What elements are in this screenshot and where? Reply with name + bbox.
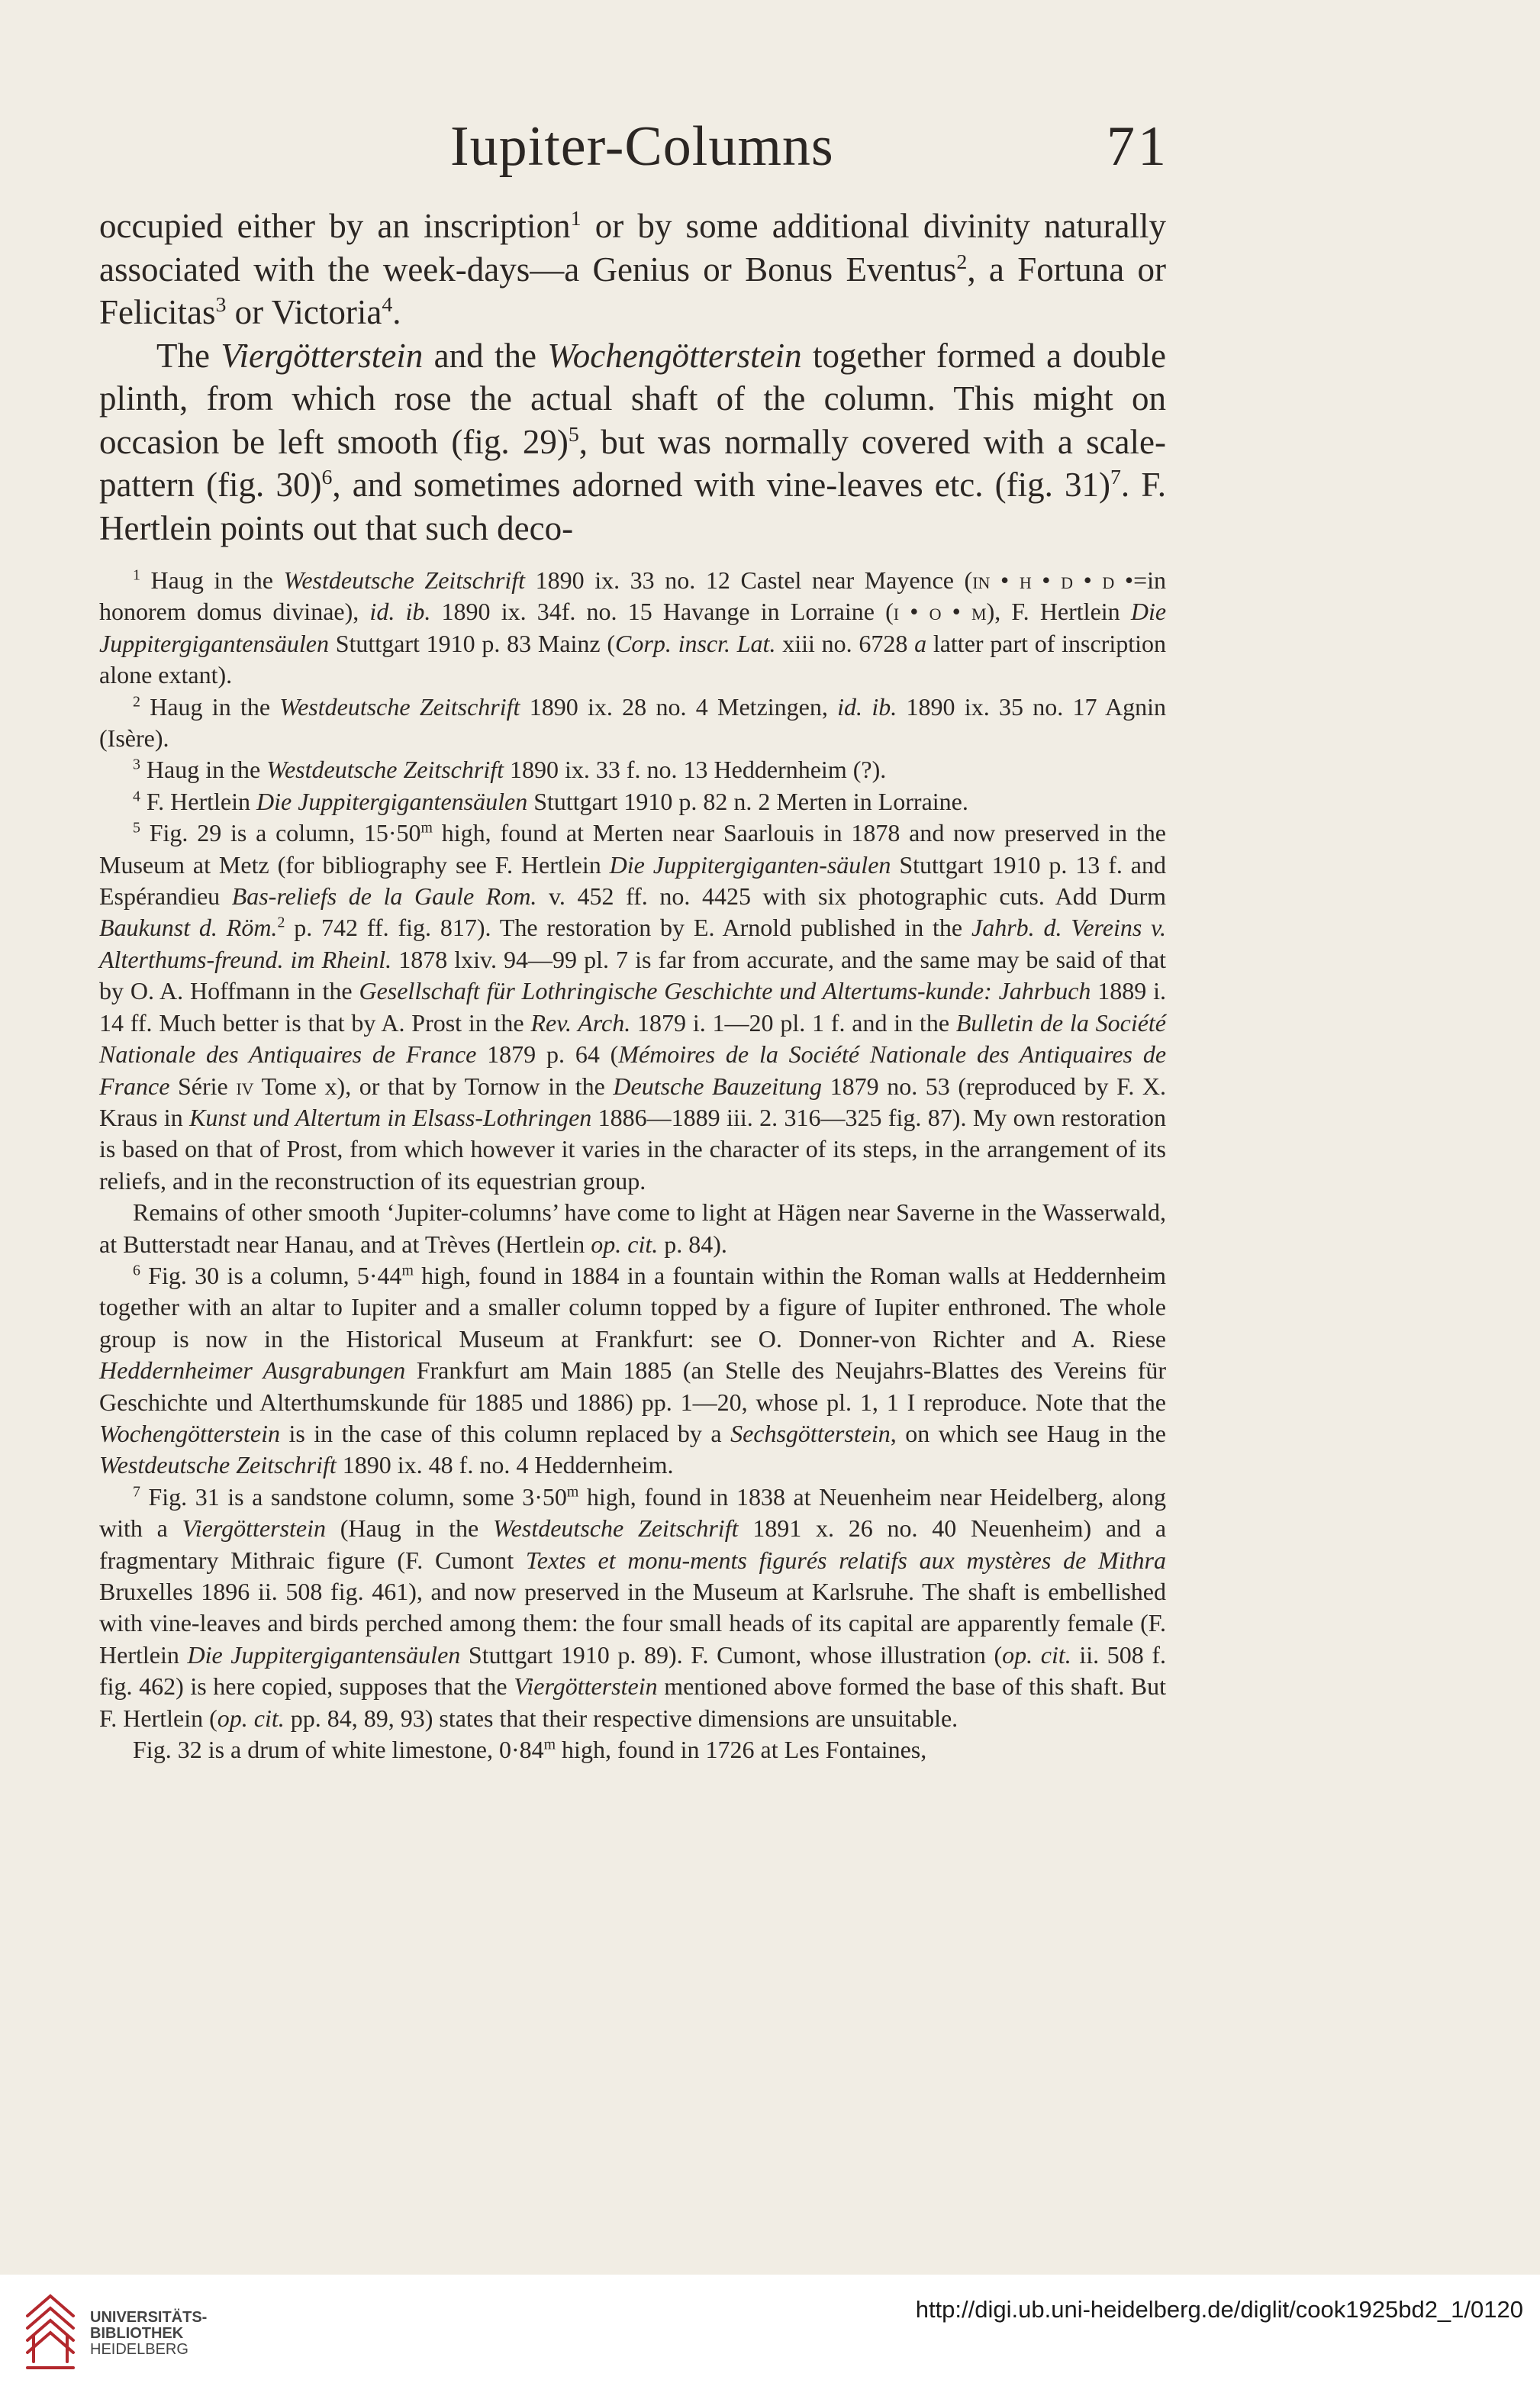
- digitization-footer: [0, 2275, 1540, 2396]
- footnote-3: $^3$ Haug in the Westdeutsche Zeitschrift 1890 ix. 33 f. no. 13 Heddernheim (?).: [133, 756, 887, 784]
- footnote-ref-6[interactable]: 6: [321, 466, 333, 489]
- paragraph-2: The Viergötterstein and the Wochengötterstein together formed a double plinth, from which rose the actual shaft of the column. This might on occasion be left smooth (fig. 29)$^5$, but was normally covered with a scale-pattern (fig. 30)$^6$, and sometimes adorned with vine-leaves etc. (fig. 31)$^7$. F. Hertlein points out that such deco-: [99, 336, 1166, 547]
- footnote-ref-5[interactable]: 5: [568, 422, 579, 447]
- footnote-6: $^6$ Fig. 30 is a column, $5\cdot 44^m$ high, found in 1884 in a fountain within the Roman walls at Heddernheim together with an altar to Iupiter and a smaller column topped by a figure of Iupiter enthroned. The whole group is now in the Historical Museum at Frankfurt: see O. Donner-von Richter and A. Riese Heddernheimer Ausgrabungen Frankfurt am Main 1885 (an Stelle des Neujahrs-Blattes des Vereins für Geschichte und Alterthumskunde für 1885 und 1886) pp. 1—20, whose pl. 1, 1 I reproduce. Note that the Wochengötterstein is in the case of this column replaced by a Sechsgötterstein, on which see Haug in the Westdeutsche Zeitschrift 1890 ix. 48 f. no. 4 Heddernheim.: [99, 1261, 1167, 1479]
- source-url-link[interactable]: http://digi.ub.uni-heidelberg.de/diglit/cook1925bd2_1/0120: [915, 2296, 1523, 2323]
- footnotes: [99, 565, 1166, 1766]
- main-text: [99, 205, 1166, 550]
- footnote-ref-4[interactable]: 4: [382, 293, 393, 317]
- running-title: Iupiter-Columns: [450, 115, 834, 178]
- footnote-7-continued: Fig. 32 is a drum of white limestone, $0\cdot 84^m$ high, found in 1726 at Les Fontaines,: [133, 1736, 927, 1764]
- footnote-5: $^5$ Fig. 29 is a column, $15\cdot 50^m$ high, found at Merten near Saarlouis in 1878 and now preserved in the Museum at Metz (for bibliography see F. Hertlein Die Juppitergiganten-säulen Stuttgart 1910 p. 13 f. and Espérandieu Bas-reliefs de la Gaule Rom. v. 452 ff. no. 4425 with six photographic cuts. Add Durm Baukunst d. Röm.$^2$ p. 742 ff. fig. 817). The restoration by E. Arnold published in the Jahrb. d. Vereins v. Alterthums-freund. im Rheinl. 1878 lxiv. 94—99 pl. 7 is far from accurate, and the same may be said of that by O. A. Hoffmann in the Gesellschaft für Lothringische Geschichte und Altertums-kunde: Jahrbuch 1889 i. 14 ff. Much better is that by A. Prost in the Rev. Arch. 1879 i. 1—20 pl. 1 f. and in the Bulletin de la Société Nationale des Antiquaires de France 1879 p. 64 (Mémoires de la Société Nationale des Antiquaires de France Série iv Tome x), or that by Tornow in the Deutsche Bauzeitung 1879 no. 53 (reproduced by F. X. Kraus in Kunst und Altertum in Elsass-Lothringen 1886—1889 iii. 2. 316—325 fig. 87). My own restoration is based on that of Prost, from which however it varies in the character of its steps, in the arrangement of its reliefs, and in the reconstruction of its equestrian group.: [99, 819, 1167, 1195]
- library-name: UNIVERSITÄTS- BIBLIOTHEK HEIDELBERG: [90, 2309, 208, 2358]
- footnote-7: $^7$ Fig. 31 is a sandstone column, some $3\cdot 50^m$ high, found in 1838 at Neuenheim near Heidelberg, along with a Viergötterstein (Haug in the Westdeutsche Zeitschrift 1891 x. 26 no. 40 Neuenheim) and a fragmentary Mithraic figure (F. Cumont Textes et monu-ments figurés relatifs aux mystères de Mithra Bruxelles 1896 ii. 508 fig. 461), and now preserved in the Museum at Karlsruhe. The shaft is embellished with vine-leaves and birds perched among them: the four small heads of its capital are apparently female (F. Hertlein Die Juppitergigantensäulen Stuttgart 1910 p. 89). F. Cumont, whose illustration (op. cit. ii. 508 f. fig. 462) is here copied, supposes that the Viergötterstein mentioned above formed the base of this shaft. But F. Hertlein (op. cit. pp. 84, 89, 93) states that their respective dimensions are unsuitable.: [99, 1482, 1167, 1732]
- paragraph-1: occupied either by an inscription$^1$ or by some additional divinity naturally associated with the week-days—a Genius or Bonus Eventus$^2$, a Fortuna or Felicitas$^3$ or Victoria$^4$.: [99, 207, 1166, 331]
- footnote-4: $^4$ F. Hertlein Die Juppitergigantensäulen Stuttgart 1910 p. 82 n. 2 Merten in Lorraine.: [133, 787, 968, 815]
- footnote-2: $^2$ Haug in the Westdeutsche Zeitschrift 1890 ix. 28 no. 4 Metzingen, id. ib. 1890 ix. 35 no. 17 Agnin (Isère).: [99, 692, 1167, 753]
- footnote-1: $^1$ Haug in the Westdeutsche Zeitschrift 1890 ix. 33 no. 12 Castel near Mayence (in • h • d • d •=in honorem domus divinae), id. ib. 1890 ix. 34f. no. 15 Havange in Lorraine (i • o • m), F. Hertlein Die Juppitergigantensäulen Stuttgart 1910 p. 83 Mainz (Corp. inscr. Lat. xiii no. 6728 a latter part of inscription alone extant).: [99, 566, 1167, 689]
- heidelberg-library-logo-icon: [20, 2285, 89, 2383]
- footnote-ref-2[interactable]: 2: [956, 250, 968, 274]
- page-number: 71: [1107, 115, 1169, 178]
- footnote-5-continued: Remains of other smooth ‘Jupiter-columns’ have come to light at Hägen near Saverne in the Wasserwald, at Butterstadt near Hanau, and at Trèves (Hertlein op. cit. p. 84).: [99, 1198, 1166, 1258]
- page-header: [99, 114, 1168, 183]
- footnote-ref-7[interactable]: 7: [1110, 466, 1121, 489]
- footnote-ref-3[interactable]: 3: [215, 293, 227, 317]
- footnote-ref-1[interactable]: 1: [570, 207, 582, 231]
